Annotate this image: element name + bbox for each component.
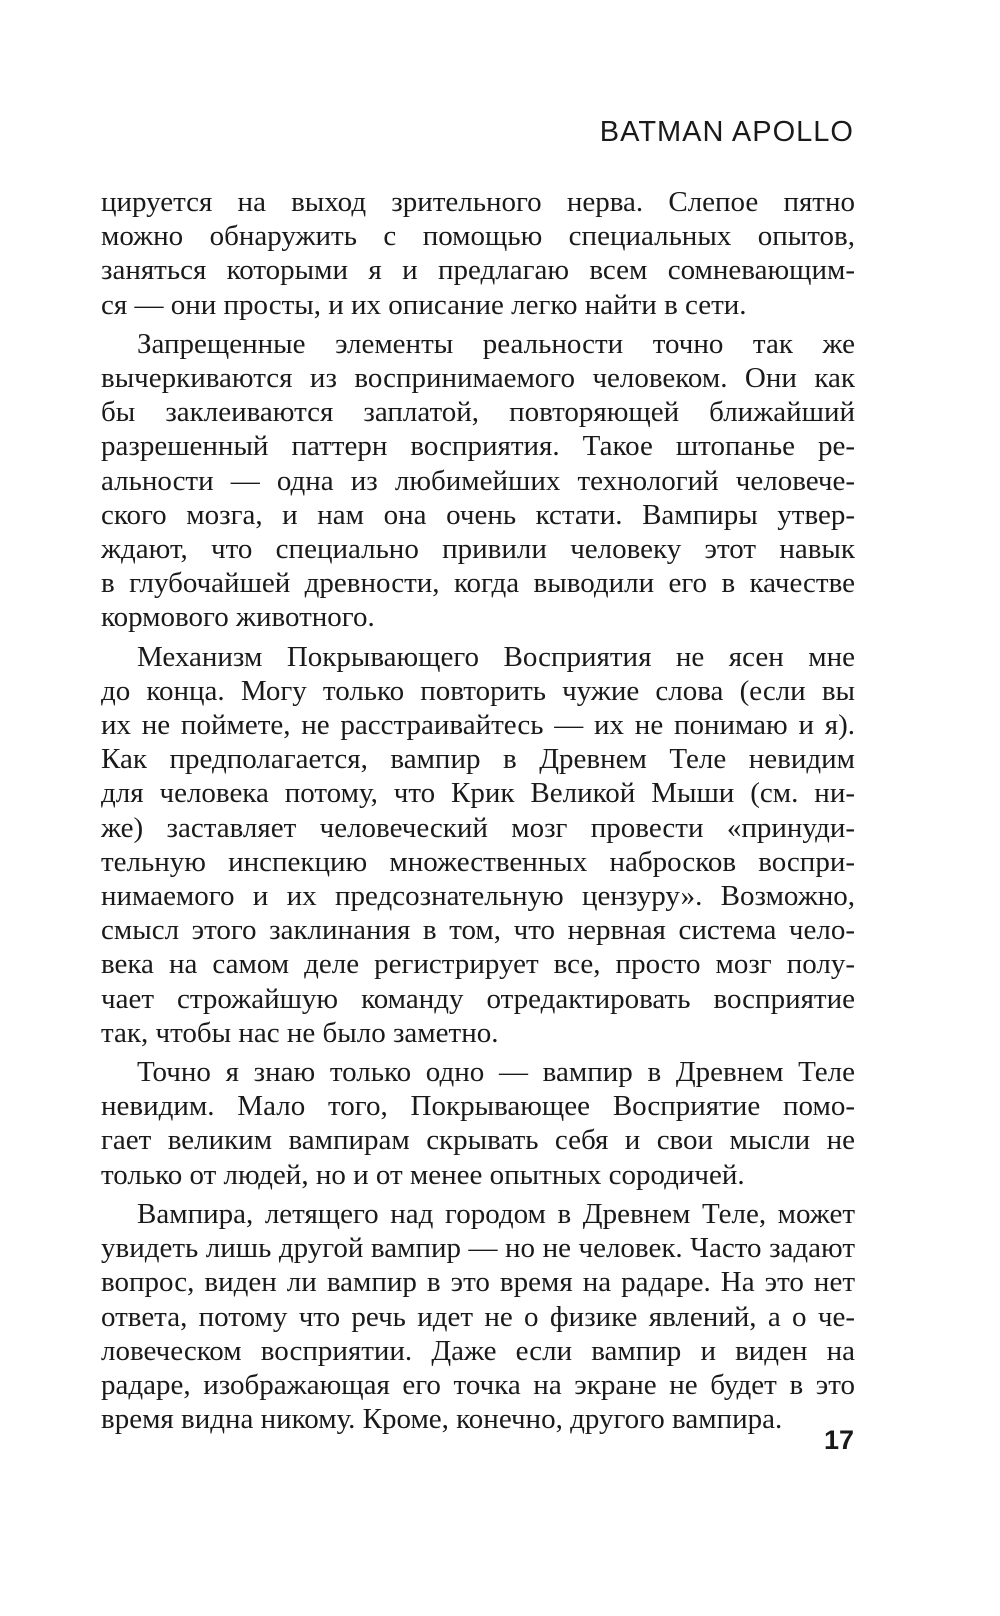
text-line: тельную инспекцию множественных набросков воспри- <box>101 845 855 878</box>
text-line: ся — они просты, и их описание легко найти в сети. <box>101 288 747 321</box>
text-line: Механизм Покрывающего Восприятия не ясен мне <box>137 640 855 673</box>
text-line: можно обнаружить с помощью специальных опытов, <box>101 220 855 253</box>
text-line: вопрос, виден ли вампир в это время на радаре. На это нет <box>101 1266 855 1299</box>
paragraph-2 <box>101 327 855 635</box>
text-line: Как предполагается, вампир в Древнем Теле невидим <box>101 743 855 776</box>
text-line: Вампира, летящего над городом в Древнем Теле, может <box>137 1197 855 1230</box>
text-line: невидим. Мало того, Покрывающее Восприятие помо- <box>101 1090 855 1123</box>
paragraph-5 <box>101 1197 855 1436</box>
text-line: для человека потому, что Крик Великой Мыши (см. ни- <box>101 777 855 810</box>
body-text <box>101 185 855 1441</box>
paragraph-1 <box>101 185 855 322</box>
text-line: в глубочайшей древности, когда выводили его в качестве <box>101 567 855 600</box>
page-number: 17 <box>823 1425 854 1455</box>
text-line: разрешенный паттерн восприятия. Такое штопанье ре- <box>101 430 855 463</box>
text-line: ловеческом восприятии. Даже если вампир и виден на <box>101 1334 855 1367</box>
text-line: так, чтобы нас не было заметно. <box>101 1016 499 1049</box>
text-line: вычеркиваются из воспринимаемого человеком. Они как <box>101 362 855 395</box>
text-line: Запрещенные элементы реальности точно так же <box>137 327 855 360</box>
text-line: заняться которыми я и предлагаю всем сомневающим- <box>101 254 855 287</box>
text-line: Точно я знаю только одно — вампир в Древнем Теле <box>137 1056 855 1089</box>
text-line: ждают, что специально привили человеку этот навык <box>101 533 855 566</box>
text-line: их не поймете, не расстраивайтесь — их не понимаю и я). <box>101 709 855 742</box>
text-line: радаре, изображающая его точка на экране не будет в это <box>101 1368 855 1401</box>
running-header: BATMAN APOLLO <box>599 116 854 148</box>
text-line: же) заставляет человеческий мозг провести «принуди- <box>101 811 855 844</box>
text-line: гает великим вампирам скрывать себя и свои мысли не <box>101 1124 855 1157</box>
text-line: бы заклеиваются заплатой, повторяющей ближайший <box>101 396 855 429</box>
text-line: ответа, потому что речь идет не о физике явлений, а о че- <box>101 1300 855 1333</box>
text-line: ского мозга, и нам она очень кстати. Вампиры утвер- <box>101 498 855 531</box>
text-line: альности — одна из любимейших технологий человече- <box>101 464 855 497</box>
text-line: нимаемого и их предсознательную цензуру». Возможно, <box>101 880 855 913</box>
paragraph-4 <box>101 1055 855 1192</box>
text-line: кормового животного. <box>101 601 375 634</box>
text-line: цируется на выход зрительного нерва. Слепое пятно <box>101 186 855 218</box>
text-line: только от людей, но и от менее опытных сородичей. <box>101 1158 745 1191</box>
text-line: смысл этого заклинания в том, что нервная система чело- <box>101 914 855 947</box>
paragraph-3 <box>101 640 855 1050</box>
text-line: века на самом деле регистрирует все, просто мозг полу- <box>101 948 855 981</box>
text-line: до конца. Могу только повторить чужие слова (если вы <box>101 674 855 707</box>
text-line: увидеть лишь другой вампир — но не человек. Часто задают <box>101 1232 855 1265</box>
text-line: время видна никому. Кроме, конечно, другого вампира. <box>101 1403 783 1436</box>
text-line: чает строжайшую команду отредактировать восприятие <box>101 982 855 1015</box>
